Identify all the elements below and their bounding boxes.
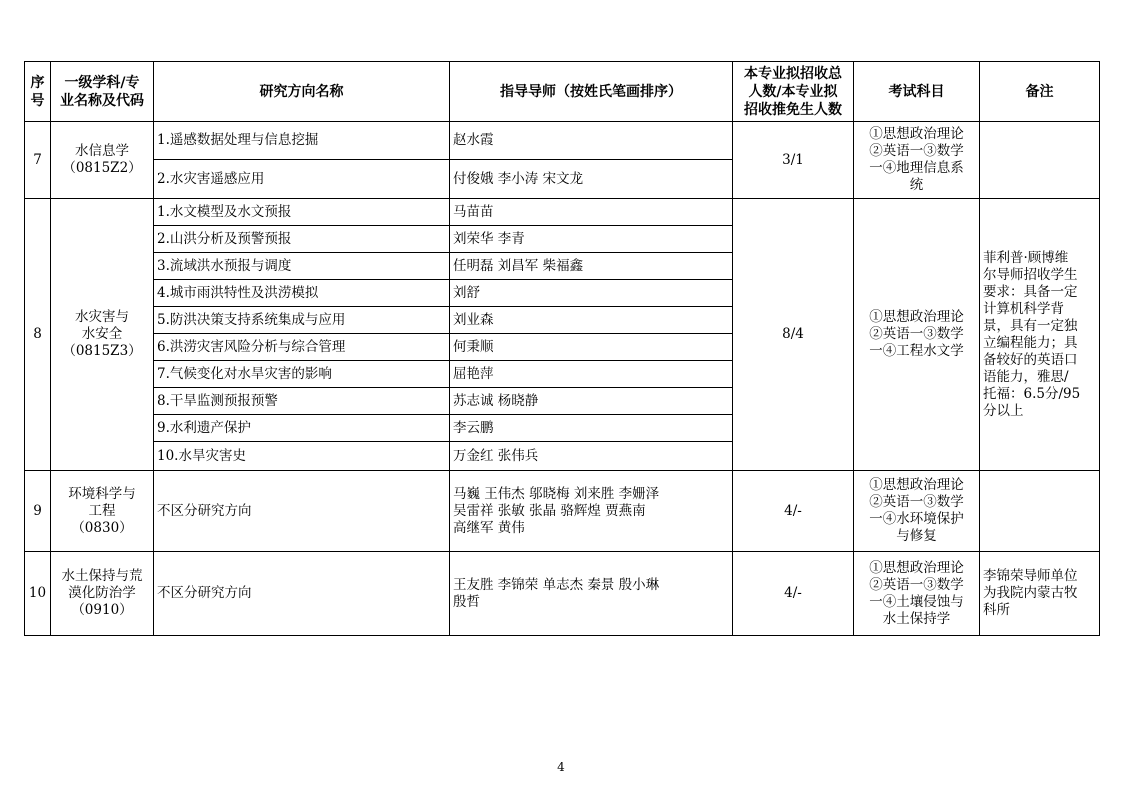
subject-cell: 水灾害与 水安全 （0815Z3）: [51, 199, 154, 471]
remarks-cell: 菲利普·顾博维 尔导师招收学生 要求：具备一定 计算机科学背 景，具有一定独 立编程能力；具 备较好的英语口 语能力，雅思/ 托福：6.5分/95 分以上: [980, 199, 1100, 471]
advisors-cell: 赵水霞: [450, 122, 733, 160]
header-exams: 考试科目: [854, 62, 980, 122]
advisors-cell: 屈艳萍: [450, 361, 733, 388]
advisors-cell: 刘荣华 李青: [450, 226, 733, 253]
exams-cell: ①思想政治理论 ②英语一③数学 一④地理信息系 统: [854, 122, 980, 199]
remarks-cell: 李锦荣导师单位 为我院内蒙古牧 科所: [980, 552, 1100, 636]
remarks-cell: [980, 471, 1100, 552]
quota-cell: 4/-: [733, 552, 854, 636]
enrollment-table: [24, 61, 1100, 636]
seq-cell: 9: [25, 471, 51, 552]
direction-cell: 不区分研究方向: [154, 471, 450, 552]
direction-cell: 10.水旱灾害史: [154, 442, 450, 471]
header-remarks: 备注: [980, 62, 1100, 122]
advisors-cell: 刘舒: [450, 280, 733, 307]
remarks-cell: [980, 122, 1100, 199]
advisors-cell: 李云鹏: [450, 415, 733, 442]
exams-cell: ①思想政治理论 ②英语一③数学 一④土壤侵蚀与 水土保持学: [854, 552, 980, 636]
direction-cell: 8.干旱监测预报预警: [154, 388, 450, 415]
table-row: [25, 122, 1100, 160]
advisors-cell: 何秉顺: [450, 334, 733, 361]
advisors-cell: 刘业森: [450, 307, 733, 334]
direction-cell: 9.水利遗产保护: [154, 415, 450, 442]
direction-cell: 6.洪涝灾害风险分析与综合管理: [154, 334, 450, 361]
advisors-cell: 王友胜 李锦荣 单志杰 秦景 殷小琳 殷哲: [450, 552, 733, 636]
quota-cell: 3/1: [733, 122, 854, 199]
direction-cell: 4.城市雨洪特性及洪涝模拟: [154, 280, 450, 307]
page-number: 4: [557, 760, 565, 774]
header-direction: 研究方向名称: [154, 62, 450, 122]
quota-cell: 4/-: [733, 471, 854, 552]
header-row: [25, 62, 1100, 122]
seq-cell: 8: [25, 199, 51, 471]
table-row: [25, 199, 1100, 226]
subject-cell: 环境科学与 工程 （0830）: [51, 471, 154, 552]
seq-cell: 7: [25, 122, 51, 199]
direction-cell: 3.流域洪水预报与调度: [154, 253, 450, 280]
direction-cell: 7.气候变化对水旱灾害的影响: [154, 361, 450, 388]
advisors-cell: 马苗苗: [450, 199, 733, 226]
exams-cell: ①思想政治理论 ②英语一③数学 一④水环境保护 与修复: [854, 471, 980, 552]
direction-cell: 1.水文模型及水文预报: [154, 199, 450, 226]
subject-cell: 水信息学 （0815Z2）: [51, 122, 154, 199]
advisors-cell: 付俊娥 李小涛 宋文龙: [450, 160, 733, 199]
advisors-cell: 任明磊 刘昌军 柴福鑫: [450, 253, 733, 280]
seq-cell: 10: [25, 552, 51, 636]
header-seq: 序 号: [25, 62, 51, 122]
header-subject: 一级学科/专 业名称及代码: [51, 62, 154, 122]
table-row: [25, 552, 1100, 636]
header-quota: 本专业拟招收总 人数/本专业拟 招收推免生人数: [733, 62, 854, 122]
direction-cell: 不区分研究方向: [154, 552, 450, 636]
direction-cell: 1.遥感数据处理与信息挖掘: [154, 122, 450, 160]
direction-cell: 2.山洪分析及预警预报: [154, 226, 450, 253]
direction-cell: 5.防洪决策支持系统集成与应用: [154, 307, 450, 334]
advisors-cell: 马巍 王伟杰 邬晓梅 刘来胜 李姗泽 吴雷祥 张敏 张晶 骆辉煌 贾燕南 高继军 黄伟: [450, 471, 733, 552]
advisors-cell: 苏志诚 杨晓静: [450, 388, 733, 415]
direction-cell: 2.水灾害遥感应用: [154, 160, 450, 199]
table-row: [25, 471, 1100, 552]
exams-cell: ①思想政治理论 ②英语一③数学 一④工程水文学: [854, 199, 980, 471]
subject-cell: 水土保持与荒 漠化防治学 （0910）: [51, 552, 154, 636]
advisors-cell: 万金红 张伟兵: [450, 442, 733, 471]
quota-cell: 8/4: [733, 199, 854, 471]
header-advisors: 指导导师（按姓氏笔画排序）: [450, 62, 733, 122]
